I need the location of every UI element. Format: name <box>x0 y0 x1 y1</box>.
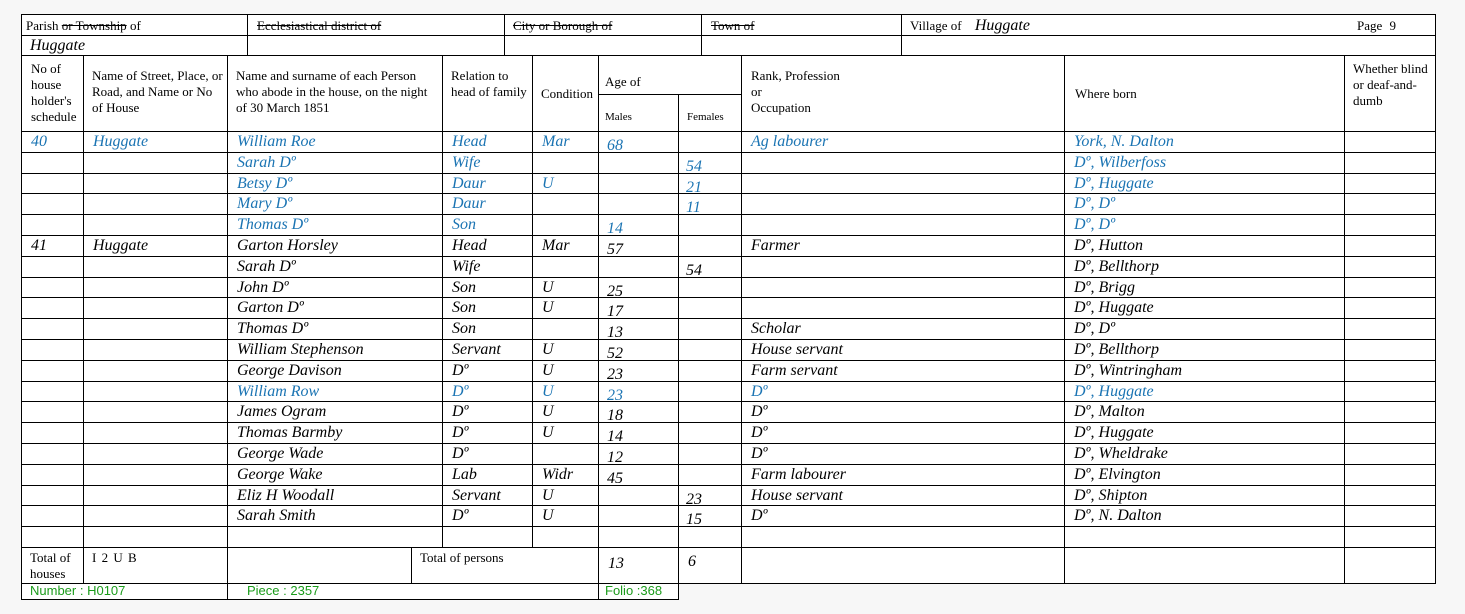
page-number-group <box>1357 18 1396 34</box>
parish-cell <box>21 14 248 36</box>
cell-occupation: Dº <box>741 505 1065 527</box>
cell-born: Dº, Dº <box>1064 318 1345 340</box>
cell-condition: U <box>532 401 599 423</box>
cell-name: Eliz H Woodall <box>227 485 443 506</box>
cell-schedule <box>21 464 84 486</box>
cell-schedule <box>21 381 84 402</box>
town-cell: Town of <box>701 14 902 36</box>
total-houses-value: I 2 U B <box>83 547 228 584</box>
cell-occupation <box>741 193 1065 215</box>
cell-age-female: 21 <box>678 173 742 194</box>
cell-relation: Son <box>442 318 533 340</box>
col-header-schedule: No of house holder's schedule <box>21 55 84 132</box>
cell-age-male <box>598 526 679 548</box>
cell-blind <box>1344 214 1436 236</box>
cell-schedule <box>21 193 84 215</box>
village-label: Village of <box>910 18 962 33</box>
cell-relation: Dº <box>442 360 533 382</box>
cell-schedule <box>21 297 84 319</box>
cell-relation: Dº <box>442 381 533 402</box>
cell-street <box>83 422 228 444</box>
cell-condition <box>532 214 599 236</box>
cell-street: Huggate <box>83 235 228 257</box>
cell-schedule <box>21 526 84 548</box>
cell-schedule: 40 <box>21 131 84 153</box>
cell-street <box>83 277 228 298</box>
cell-blind <box>1344 235 1436 257</box>
ecclesiastical-district-cell: Ecclesiastical district of <box>247 14 505 36</box>
cell-street <box>83 214 228 236</box>
cell-blind <box>1344 173 1436 194</box>
cell-blind <box>1344 443 1436 465</box>
cell-age-male: 13 <box>598 318 679 340</box>
cell-age-female <box>678 381 742 402</box>
cell-age-female <box>678 526 742 548</box>
cell-condition: U <box>532 360 599 382</box>
cell-schedule <box>21 339 84 361</box>
cell-condition: U <box>532 339 599 361</box>
cell-blind <box>1344 422 1436 444</box>
cell-age-male: 23 <box>598 360 679 382</box>
village-value-cell <box>901 35 1436 56</box>
cell-born: Dº, Dº <box>1064 214 1345 236</box>
cell-street <box>83 360 228 382</box>
cell-schedule <box>21 173 84 194</box>
cell-street <box>83 485 228 506</box>
cell-age-male: 52 <box>598 339 679 361</box>
cell-relation: Dº <box>442 401 533 423</box>
cell-born: Dº, Huggate <box>1064 381 1345 402</box>
cell-born: Dº, Dº <box>1064 193 1345 215</box>
cell-schedule <box>21 505 84 527</box>
cell-age-female: 15 <box>678 505 742 527</box>
cell-age-female: 23 <box>678 485 742 506</box>
cell-relation: Head <box>442 131 533 153</box>
cell-blind <box>1344 381 1436 402</box>
cell-condition <box>532 526 599 548</box>
cell-condition: U <box>532 173 599 194</box>
rank-line-1: Rank, Profession <box>751 68 840 83</box>
cell-occupation: House servant <box>741 339 1065 361</box>
page-label: Page <box>1357 18 1383 33</box>
cell-occupation: Farm labourer <box>741 464 1065 486</box>
cell-occupation <box>741 277 1065 298</box>
cell-relation: Servant <box>442 339 533 361</box>
cell-blind <box>1344 485 1436 506</box>
cell-age-female <box>678 235 742 257</box>
cell-relation: Dº <box>442 505 533 527</box>
cell-name: Sarah Dº <box>227 256 443 278</box>
cell-age-male: 18 <box>598 401 679 423</box>
col-header-females: Females <box>678 94 742 132</box>
cell-street <box>83 256 228 278</box>
ecclesiastical-value-cell <box>247 35 505 56</box>
cell-age-male <box>598 505 679 527</box>
cell-street <box>83 464 228 486</box>
cell-name: George Wade <box>227 443 443 465</box>
cell-age-female <box>678 360 742 382</box>
cell-condition: U <box>532 381 599 402</box>
cell-occupation: Scholar <box>741 318 1065 340</box>
cell-name: Sarah Smith <box>227 505 443 527</box>
cell-born: York, N. Dalton <box>1064 131 1345 153</box>
cell-schedule <box>21 256 84 278</box>
cell-street <box>83 339 228 361</box>
reference-folio: Folio :368 <box>598 583 679 600</box>
cell-blind <box>1344 152 1436 174</box>
total-blind-cell <box>1344 547 1436 584</box>
village-cell <box>901 14 1436 36</box>
cell-occupation <box>741 526 1065 548</box>
total-blank-cell <box>227 547 412 584</box>
cell-born: Dº, Brigg <box>1064 277 1345 298</box>
city-borough-cell: City or Borough of <box>504 14 702 36</box>
cell-blind <box>1344 464 1436 486</box>
cell-born: Dº, Hutton <box>1064 235 1345 257</box>
cell-age-female <box>678 401 742 423</box>
total-houses-label: Total of houses <box>21 547 84 584</box>
cell-born: Dº, Huggate <box>1064 297 1345 319</box>
cell-age-male: 12 <box>598 443 679 465</box>
col-header-name: Name and surname of each Person who abode in the house, on the night of 30 March 1851 <box>227 55 443 132</box>
cell-age-male: 14 <box>598 214 679 236</box>
cell-age-female: 54 <box>678 256 742 278</box>
cell-blind <box>1344 505 1436 527</box>
cell-age-male <box>598 173 679 194</box>
cell-street <box>83 401 228 423</box>
col-header-rank <box>741 55 1065 132</box>
cell-schedule: 41 <box>21 235 84 257</box>
cell-relation: Dº <box>442 422 533 444</box>
parish-struck-text: or Township <box>61 18 127 33</box>
cell-name: Thomas Barmby <box>227 422 443 444</box>
cell-street <box>83 193 228 215</box>
cell-name: Garton Horsley <box>227 235 443 257</box>
cell-relation: Head <box>442 235 533 257</box>
cell-condition: U <box>532 485 599 506</box>
cell-relation: Lab <box>442 464 533 486</box>
cell-condition: U <box>532 297 599 319</box>
cell-street <box>83 297 228 319</box>
cell-condition: Mar <box>532 235 599 257</box>
cell-occupation: Dº <box>741 381 1065 402</box>
cell-blind <box>1344 339 1436 361</box>
col-header-age: Age of <box>598 55 742 95</box>
cell-street: Huggate <box>83 131 228 153</box>
cell-name: William Roe <box>227 131 443 153</box>
cell-age-female <box>678 277 742 298</box>
cell-condition <box>532 256 599 278</box>
cell-street <box>83 526 228 548</box>
cell-schedule <box>21 401 84 423</box>
cell-condition <box>532 193 599 215</box>
reference-piece: Piece : 2357 <box>227 583 599 600</box>
cell-occupation <box>741 297 1065 319</box>
town-value-cell <box>701 35 902 56</box>
cell-name: George Wake <box>227 464 443 486</box>
cell-blind <box>1344 318 1436 340</box>
cell-age-female: 11 <box>678 193 742 215</box>
col-header-condition: Condition <box>532 55 599 132</box>
col-header-males: Males <box>598 94 679 132</box>
cell-street <box>83 381 228 402</box>
cell-born: Dº, N. Dalton <box>1064 505 1345 527</box>
cell-name: Thomas Dº <box>227 214 443 236</box>
cell-relation <box>442 526 533 548</box>
cell-age-female <box>678 422 742 444</box>
cell-blind <box>1344 277 1436 298</box>
cell-street <box>83 318 228 340</box>
cell-occupation: Farmer <box>741 235 1065 257</box>
cell-street <box>83 505 228 527</box>
rank-line-2: or <box>751 84 762 99</box>
cell-occupation: Dº <box>741 422 1065 444</box>
cell-name: Betsy Dº <box>227 173 443 194</box>
cell-schedule <box>21 214 84 236</box>
cell-age-male: 68 <box>598 131 679 153</box>
cell-age-female <box>678 318 742 340</box>
cell-name: William Stephenson <box>227 339 443 361</box>
census-sheet <box>21 14 1436 584</box>
cell-occupation <box>741 214 1065 236</box>
cell-blind <box>1344 360 1436 382</box>
cell-born: Dº, Wilberfoss <box>1064 152 1345 174</box>
village-value: Huggate <box>974 17 1030 34</box>
cell-schedule <box>21 360 84 382</box>
cell-born <box>1064 526 1345 548</box>
total-persons-label: Total of persons <box>411 547 599 584</box>
col-header-born: Where born <box>1064 55 1345 132</box>
cell-age-female <box>678 214 742 236</box>
cell-age-female <box>678 131 742 153</box>
cell-born: Dº, Wheldrake <box>1064 443 1345 465</box>
cell-schedule <box>21 277 84 298</box>
cell-condition: Mar <box>532 131 599 153</box>
cell-relation: Son <box>442 297 533 319</box>
cell-relation: Wife <box>442 256 533 278</box>
cell-schedule <box>21 152 84 174</box>
cell-condition <box>532 152 599 174</box>
total-occupation-cell <box>741 547 1065 584</box>
cell-name: Thomas Dº <box>227 318 443 340</box>
cell-occupation: Dº <box>741 443 1065 465</box>
cell-age-female <box>678 297 742 319</box>
cell-relation: Daur <box>442 173 533 194</box>
city-value-cell <box>504 35 702 56</box>
cell-age-male <box>598 485 679 506</box>
cell-relation: Daur <box>442 193 533 215</box>
cell-condition: Widr <box>532 464 599 486</box>
cell-condition: U <box>532 505 599 527</box>
total-females: 6 <box>678 547 742 584</box>
cell-occupation: Farm servant <box>741 360 1065 382</box>
cell-condition: U <box>532 422 599 444</box>
cell-schedule <box>21 422 84 444</box>
cell-age-female <box>678 464 742 486</box>
cell-relation: Servant <box>442 485 533 506</box>
total-males: 13 <box>598 547 679 584</box>
cell-condition: U <box>532 277 599 298</box>
cell-name: George Davison <box>227 360 443 382</box>
cell-age-male: 17 <box>598 297 679 319</box>
cell-age-male: 45 <box>598 464 679 486</box>
cell-name: William Row <box>227 381 443 402</box>
cell-occupation <box>741 152 1065 174</box>
cell-age-female: 54 <box>678 152 742 174</box>
cell-age-male: 23 <box>598 381 679 402</box>
cell-born: Dº, Malton <box>1064 401 1345 423</box>
rank-line-3: Occupation <box>751 100 811 115</box>
cell-occupation <box>741 256 1065 278</box>
cell-name: Mary Dº <box>227 193 443 215</box>
cell-blind <box>1344 256 1436 278</box>
cell-born: Dº, Shipton <box>1064 485 1345 506</box>
cell-relation: Son <box>442 214 533 236</box>
cell-name: John Dº <box>227 277 443 298</box>
cell-born: Dº, Bellthorp <box>1064 339 1345 361</box>
cell-born: Dº, Huggate <box>1064 422 1345 444</box>
cell-name: Sarah Dº <box>227 152 443 174</box>
cell-relation: Son <box>442 277 533 298</box>
cell-age-male: 57 <box>598 235 679 257</box>
cell-relation: Wife <box>442 152 533 174</box>
col-header-relation: Relation to head of family <box>442 55 533 132</box>
cell-schedule <box>21 485 84 506</box>
cell-blind <box>1344 526 1436 548</box>
cell-name: Garton Dº <box>227 297 443 319</box>
cell-occupation <box>741 173 1065 194</box>
cell-born: Dº, Bellthorp <box>1064 256 1345 278</box>
cell-blind <box>1344 401 1436 423</box>
cell-occupation: House servant <box>741 485 1065 506</box>
cell-age-female <box>678 443 742 465</box>
cell-street <box>83 152 228 174</box>
cell-blind <box>1344 131 1436 153</box>
cell-born: Dº, Elvington <box>1064 464 1345 486</box>
cell-relation: Dº <box>442 443 533 465</box>
page-number: 9 <box>1389 18 1397 33</box>
cell-occupation: Ag labourer <box>741 131 1065 153</box>
cell-street <box>83 443 228 465</box>
reference-number: Number : H0107 <box>21 583 228 600</box>
cell-age-male <box>598 256 679 278</box>
cell-born: Dº, Huggate <box>1064 173 1345 194</box>
parish-of-text: of <box>129 18 141 33</box>
cell-schedule <box>21 318 84 340</box>
cell-age-male <box>598 152 679 174</box>
cell-occupation: Dº <box>741 401 1065 423</box>
cell-blind <box>1344 297 1436 319</box>
cell-blind <box>1344 193 1436 215</box>
cell-age-male: 14 <box>598 422 679 444</box>
total-born-cell <box>1064 547 1345 584</box>
cell-age-female <box>678 339 742 361</box>
cell-schedule <box>21 443 84 465</box>
cell-name <box>227 526 443 548</box>
col-header-blind: Whether blind or deaf-and-dumb <box>1344 55 1436 132</box>
cell-street <box>83 173 228 194</box>
parish-value-cell: Huggate <box>21 35 248 56</box>
cell-condition <box>532 443 599 465</box>
cell-condition <box>532 318 599 340</box>
cell-name: James Ogram <box>227 401 443 423</box>
col-header-street: Name of Street, Place, or Road, and Name or No of House <box>83 55 228 132</box>
parish-label: Parish <box>26 18 59 33</box>
cell-age-male <box>598 193 679 215</box>
cell-age-male: 25 <box>598 277 679 298</box>
cell-born: Dº, Wintringham <box>1064 360 1345 382</box>
